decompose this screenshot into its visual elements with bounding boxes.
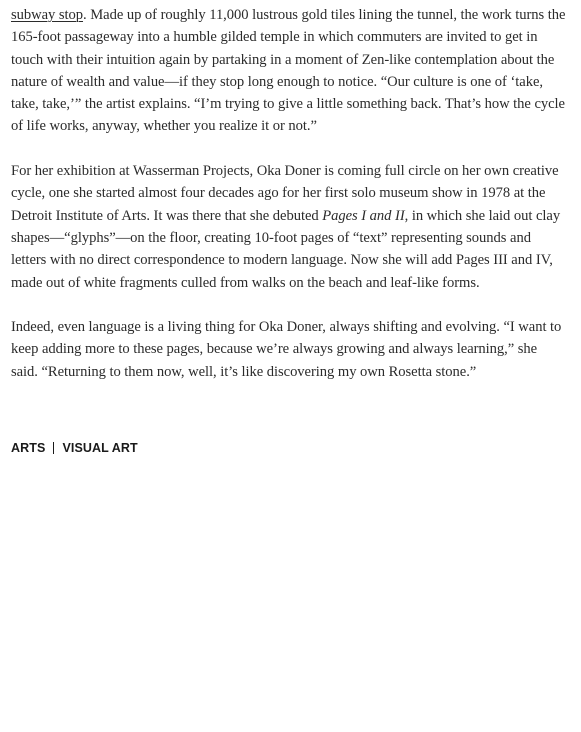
tag-visual-art[interactable]: VISUAL ART bbox=[62, 441, 138, 455]
article-body bbox=[11, 4, 566, 405]
paragraph-2 bbox=[11, 160, 566, 294]
paragraph-2-text-start: For her exhibition at Wasserman Projects, Oka Doner is coming full circle on her own creative cycle, one she started almost four decades ago for her first solo museum show in 1978 at the Detroit Institute of Arts. It was there that she debuted bbox=[11, 163, 559, 224]
tag-arts[interactable]: ARTS bbox=[11, 441, 46, 455]
subway-stop-link[interactable]: subway stop bbox=[11, 7, 84, 23]
paragraph-1 bbox=[11, 4, 566, 138]
tag-separator bbox=[53, 442, 54, 454]
category-tags bbox=[11, 441, 138, 455]
paragraph-3 bbox=[11, 316, 566, 383]
paragraph-1-text: . Made up of roughly 11,000 lustrous gold tiles lining the tunnel, the work turns the 165-foot passageway into a humble gilded temple in which commuters are invited to get in touch with their intuition again by partaking in a moment of Zen-like contemplation about the nature of wealth and value—if they stop long enough to notice. “Our culture is one of ‘take, take, take,’” the artist explains. “I’m trying to give a little something back. That’s how the cycle of life works, anyway, whether you realize it or not.” bbox=[11, 7, 566, 135]
paragraph-2-text-end: , in which she laid out clay shapes—“glyphs”—on the floor, creating 10-foot pages of “text” representing sounds and letters with no direct correspondence to modern language. Now she will add Pages III and IV, made out of white fragments culled from walks on the beach and leaf-like forms. bbox=[11, 207, 561, 291]
paragraph-3-text: Indeed, even language is a living thing for Oka Doner, always shifting and evolving. “I want to keep adding more to these pages, because we’re always growing and always learning,” she said. “Returning to them now, well, it’s like discovering my own Rosetta stone.” bbox=[11, 319, 562, 380]
artwork-title: Pages I and II bbox=[322, 207, 405, 224]
